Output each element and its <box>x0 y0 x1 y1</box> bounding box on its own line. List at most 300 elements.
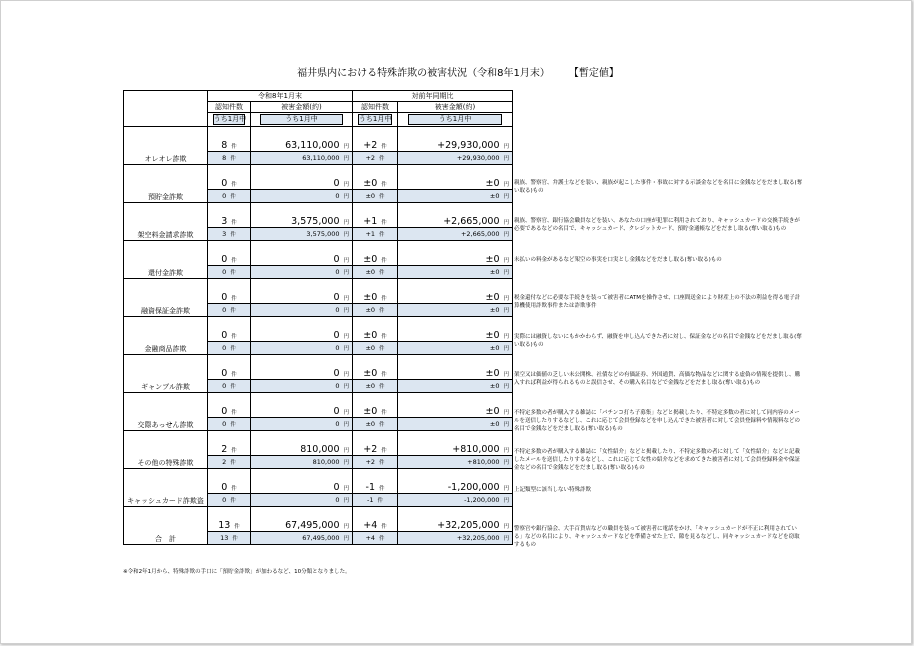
yoy-count-cell-unit: 件 <box>381 182 387 188</box>
month-yoy-count-cell-unit: 件 <box>379 460 385 466</box>
count-cell-unit: 件 <box>231 296 237 302</box>
header-amount: 被害金額(約) <box>251 102 353 113</box>
month-count-cell-value: 0 <box>222 306 227 314</box>
month-count-cell <box>208 266 251 279</box>
month-count-cell <box>208 456 251 469</box>
month-yoy-count-cell <box>353 494 398 507</box>
month-yoy-count-cell-value: ±0 <box>365 268 376 276</box>
header-period: 令和8年1月末 <box>208 91 353 102</box>
yoy-amount-cell-unit: 円 <box>503 448 510 454</box>
header-sub-amount: うち1月中 <box>251 113 353 127</box>
count-cell-unit: 件 <box>231 182 237 188</box>
month-yoy-count-cell-unit: 件 <box>379 194 385 200</box>
header-yoy-count: 認知件数 <box>353 102 398 113</box>
category-description: 税金還付などに必要な手続きを装って被害者にATMを操作させ、口座間送金により財産上の不法の利益を得る電子計算機使用詐欺事件または詐欺事件 <box>514 295 801 310</box>
yoy-amount-cell-unit: 円 <box>503 220 510 226</box>
yoy-amount-cell-unit: 円 <box>503 182 510 188</box>
count-cell-unit: 件 <box>234 524 240 530</box>
table-row <box>124 317 513 342</box>
month-amount-cell <box>251 152 353 165</box>
yoy-amount-cell <box>398 355 513 380</box>
yoy-count-cell-value: -1 <box>365 482 375 493</box>
month-count-cell-value: 0 <box>222 268 227 276</box>
table-row <box>124 279 513 304</box>
amount-cell <box>251 165 353 190</box>
month-amount-cell <box>251 532 353 545</box>
yoy-amount-cell-value: ±0 <box>485 254 500 265</box>
yoy-count-cell-value: ±0 <box>363 368 378 379</box>
count-cell <box>208 431 251 456</box>
month-amount-cell-unit: 円 <box>343 498 350 504</box>
table-row <box>124 431 513 456</box>
month-yoy-amount-cell-unit: 円 <box>503 498 510 504</box>
yoy-amount-cell-unit: 円 <box>503 410 510 416</box>
month-count-cell <box>208 342 251 355</box>
month-yoy-amount-cell <box>398 152 513 165</box>
month-yoy-count-cell-unit: 件 <box>379 308 385 314</box>
amount-cell <box>251 241 353 266</box>
amount-cell <box>251 507 353 532</box>
month-count-cell-unit: 件 <box>230 232 236 238</box>
yoy-count-cell <box>353 127 398 152</box>
count-cell-value: 0 <box>221 482 228 493</box>
month-amount-cell-value: 0 <box>335 192 340 200</box>
month-count-cell-value: 0 <box>222 420 227 428</box>
amount-cell-value: 0 <box>333 368 340 379</box>
yoy-amount-cell <box>398 431 513 456</box>
month-yoy-amount-cell <box>398 342 513 355</box>
category-description: 警察官や銀行協会、大手百貨店などの職員を装って被害者に電話をかけ、「キャッシュカードが不正に利用されている」などの名目により、キャッシュカードなどを準備させた上で、隙を見るなどし、同キャッシュカードなどを窃取するもの <box>514 525 800 548</box>
month-amount-cell-value: 0 <box>335 420 340 428</box>
yoy-count-cell-value: ±0 <box>363 406 378 417</box>
month-count-cell-unit: 件 <box>230 422 236 428</box>
count-cell <box>208 127 251 152</box>
count-cell-value: 0 <box>221 178 228 189</box>
yoy-amount-cell-value: -1,200,000 <box>447 482 500 493</box>
month-yoy-amount-cell <box>398 418 513 431</box>
amount-cell <box>251 355 353 380</box>
count-cell-value: 0 <box>221 368 228 379</box>
month-amount-cell-unit: 円 <box>343 156 350 162</box>
yoy-count-cell <box>353 241 398 266</box>
table-row <box>124 203 513 228</box>
month-yoy-count-cell-value: ±0 <box>365 382 376 390</box>
yoy-count-cell <box>353 203 398 228</box>
header-row-period <box>124 91 513 102</box>
yoy-amount-cell <box>398 203 513 228</box>
yoy-amount-cell <box>398 279 513 304</box>
yoy-count-cell <box>353 317 398 342</box>
amount-cell-unit: 円 <box>343 296 350 302</box>
table-row <box>124 507 513 532</box>
fraud-damage-table <box>123 90 513 545</box>
count-cell <box>208 507 251 532</box>
month-yoy-count-cell-value: +4 <box>365 534 376 542</box>
amount-cell-value: 810,000 <box>300 444 340 455</box>
category-description: 不特定多数の者が購入する雑誌に「パチンコ打ち子募集」などと掲載したり、不特定多数の者に対して同内容のメールを送信したりするなどし、これに応じて会員登録などを申し込んできた被害者に対して会員登録料や情報料などの名目で金銭などをだまし取る(奪い取る)もの <box>514 410 801 433</box>
month-amount-cell-value: 0 <box>335 306 340 314</box>
header-count: 認知件数 <box>208 102 251 113</box>
month-yoy-amount-cell-value: ±0 <box>489 306 500 314</box>
yoy-count-cell-value: +2 <box>363 444 378 455</box>
count-cell-unit: 件 <box>231 220 237 226</box>
yoy-count-cell-value: ±0 <box>363 292 378 303</box>
category-name: 架空料金請求詐欺 <box>124 203 208 241</box>
month-count-cell-value: 8 <box>222 154 227 162</box>
month-amount-cell <box>251 342 353 355</box>
count-cell-unit: 件 <box>231 410 237 416</box>
month-yoy-amount-cell-value: +29,930,000 <box>456 154 500 162</box>
month-yoy-amount-cell <box>398 494 513 507</box>
amount-cell-value: 0 <box>333 292 340 303</box>
yoy-amount-cell-value: ±0 <box>485 178 500 189</box>
category-name: 融資保証金詐欺 <box>124 279 208 317</box>
yoy-count-cell <box>353 507 398 532</box>
month-yoy-count-cell <box>353 266 398 279</box>
yoy-amount-cell <box>398 507 513 532</box>
yoy-count-cell <box>353 279 398 304</box>
month-yoy-count-cell <box>353 152 398 165</box>
month-yoy-amount-cell-value: -1,200,000 <box>464 496 500 504</box>
month-yoy-amount-cell <box>398 456 513 469</box>
month-yoy-count-cell-unit: 件 <box>379 422 385 428</box>
month-amount-cell-value: 0 <box>335 268 340 276</box>
yoy-count-cell-value: ±0 <box>363 254 378 265</box>
category-description: 実際には融資しないにもかかわらず、融資を申し込んできた者に対し、保証金などの名目で金銭などをだまし取る(奪い取る)もの <box>514 333 802 348</box>
month-yoy-amount-cell-unit: 円 <box>503 308 510 314</box>
month-yoy-amount-cell-unit: 円 <box>503 422 510 428</box>
month-amount-cell <box>251 456 353 469</box>
yoy-amount-cell <box>398 165 513 190</box>
month-count-cell <box>208 494 251 507</box>
count-cell-value: 0 <box>221 406 228 417</box>
category-name: キャッシュカード詐欺盗 <box>124 469 208 507</box>
count-cell-unit: 件 <box>231 486 237 492</box>
month-amount-cell-value: 810,000 <box>312 458 340 466</box>
count-cell <box>208 317 251 342</box>
yoy-count-cell <box>353 165 398 190</box>
month-amount-cell-unit: 円 <box>343 308 350 314</box>
month-amount-cell <box>251 266 353 279</box>
yoy-count-cell-value: +2 <box>363 140 378 151</box>
yoy-amount-cell-unit: 円 <box>503 486 510 492</box>
amount-cell-unit: 円 <box>343 410 350 416</box>
category-name: オレオレ詐欺 <box>124 127 208 165</box>
amount-cell-value: 3,575,000 <box>291 216 340 227</box>
count-cell-value: 2 <box>221 444 228 455</box>
count-cell <box>208 241 251 266</box>
yoy-count-cell-unit: 件 <box>381 410 387 416</box>
yoy-count-cell-value: +1 <box>363 216 378 227</box>
count-cell <box>208 355 251 380</box>
month-yoy-count-cell <box>353 380 398 393</box>
yoy-count-cell-unit: 件 <box>381 258 387 264</box>
yoy-amount-cell <box>398 127 513 152</box>
category-description: 上記類型に該当しない特殊詐欺 <box>514 487 592 494</box>
amount-cell-unit: 円 <box>343 448 350 454</box>
count-cell-value: 0 <box>221 330 228 341</box>
month-count-cell <box>208 304 251 317</box>
month-count-cell <box>208 380 251 393</box>
amount-cell-value: 0 <box>333 178 340 189</box>
amount-cell-value: 0 <box>333 330 340 341</box>
month-yoy-count-cell <box>353 418 398 431</box>
month-count-cell-unit: 件 <box>230 194 236 200</box>
month-yoy-count-cell <box>353 228 398 241</box>
month-yoy-count-cell-unit: 件 <box>379 156 385 162</box>
month-amount-cell-value: 63,110,000 <box>302 154 340 162</box>
count-cell-value: 3 <box>221 216 228 227</box>
category-name: ギャンブル詐欺 <box>124 355 208 393</box>
yoy-count-cell-value: ±0 <box>363 330 378 341</box>
month-count-cell-unit: 件 <box>230 270 236 276</box>
category-description: 架空又は価値の乏しい未公開株、社債などの有価証券、外国通貨、高価な物品などに関する虚偽の情報を提供し、購入すれば利益が得られるものと誤信させ、その購入名目などで金銭などをだまし取る(奪い取る)もの <box>514 372 801 386</box>
category-description: 親族、警察官、銀行協会職員などを装い、あなたの口座が犯罪に利用されており、キャッシュカードの交換手続きが必要であるなどの名目で、キャッシュカード、クレジットカード、預貯金通帳などをだまし取る(奪い取る)もの <box>514 218 800 233</box>
yoy-amount-cell <box>398 469 513 494</box>
month-yoy-amount-cell-value: ±0 <box>489 268 500 276</box>
yoy-amount-cell-value: +810,000 <box>452 444 500 455</box>
yoy-count-cell-value: ±0 <box>363 178 378 189</box>
amount-cell <box>251 393 353 418</box>
month-yoy-amount-cell <box>398 380 513 393</box>
count-cell <box>208 203 251 228</box>
month-yoy-count-cell-value: -1 <box>367 496 374 504</box>
yoy-amount-cell-value: ±0 <box>485 368 500 379</box>
yoy-count-cell-unit: 件 <box>379 486 385 492</box>
month-yoy-count-cell-unit: 件 <box>379 270 385 276</box>
month-amount-cell-value: 0 <box>335 382 340 390</box>
category-description: 未払いの料金があるなど架空の事実を口実とし金銭などをだまし取る(奪い取る)もの <box>514 256 722 263</box>
month-yoy-amount-cell-unit: 円 <box>503 346 510 352</box>
yoy-count-cell <box>353 393 398 418</box>
month-yoy-amount-cell-value: +2,665,000 <box>460 230 500 238</box>
category-description: 不特定多数の者が購入する雑誌に「女性紹介」などと掲載したり、不特定多数の者に対して「女性紹介」などと記載したメールを送信したりするなどし、これに応じて女性の紹介などを求めてきた被害者に対して会員登録料金や保証金などの名目で金銭などをだまし取る(奪い取る)もの <box>514 448 801 471</box>
yoy-amount-cell-value: +29,930,000 <box>437 140 500 151</box>
month-amount-cell-unit: 円 <box>343 232 350 238</box>
category-name: その他の特殊詐欺 <box>124 431 208 469</box>
title-text: 福井県内における特殊詐欺の被害状況（令和8年1月末） <box>297 68 550 79</box>
yoy-amount-cell-unit: 円 <box>503 372 510 378</box>
month-yoy-count-cell <box>353 304 398 317</box>
yoy-amount-cell-unit: 円 <box>503 296 510 302</box>
table-row <box>124 355 513 380</box>
month-yoy-count-cell-unit: 件 <box>379 536 385 542</box>
amount-cell-unit: 円 <box>343 220 350 226</box>
count-cell <box>208 279 251 304</box>
month-amount-cell <box>251 190 353 203</box>
count-cell <box>208 393 251 418</box>
month-yoy-amount-cell-unit: 円 <box>503 156 510 162</box>
page-title <box>1 64 914 79</box>
month-yoy-count-cell <box>353 532 398 545</box>
month-amount-cell-unit: 円 <box>343 384 350 390</box>
month-yoy-count-cell-value: ±0 <box>365 306 376 314</box>
amount-cell-unit: 円 <box>343 486 350 492</box>
yoy-amount-cell <box>398 393 513 418</box>
month-amount-cell <box>251 380 353 393</box>
month-yoy-amount-cell-value: +32,205,000 <box>456 534 500 542</box>
month-yoy-amount-cell <box>398 266 513 279</box>
month-yoy-amount-cell-unit: 円 <box>503 460 510 466</box>
month-amount-cell-unit: 円 <box>343 422 350 428</box>
month-yoy-count-cell-unit: 件 <box>379 232 385 238</box>
amount-cell-value: 63,110,000 <box>285 140 340 151</box>
category-name: 合 計 <box>124 507 208 545</box>
provisional-label: 【暫定値】 <box>573 68 619 79</box>
month-count-cell-value: 0 <box>222 344 227 352</box>
header-yoy: 対前年同期比 <box>353 91 513 102</box>
month-yoy-amount-cell-unit: 円 <box>503 270 510 276</box>
month-amount-cell <box>251 418 353 431</box>
amount-cell-value: 0 <box>333 406 340 417</box>
amount-cell-value: 67,495,000 <box>285 520 340 531</box>
month-count-cell-value: 0 <box>222 382 227 390</box>
header-sub-yoy-amount: うち1月中 <box>398 113 513 127</box>
month-amount-cell-unit: 円 <box>343 270 350 276</box>
month-yoy-amount-cell <box>398 532 513 545</box>
yoy-count-cell-unit: 件 <box>381 524 387 530</box>
amount-cell <box>251 431 353 456</box>
month-yoy-count-cell-unit: 件 <box>379 346 385 352</box>
yoy-amount-cell-unit: 円 <box>503 334 510 340</box>
header-blank <box>124 91 208 127</box>
month-amount-cell-unit: 円 <box>343 346 350 352</box>
table-row <box>124 241 513 266</box>
month-yoy-count-cell-value: +2 <box>365 458 376 466</box>
count-cell-value: 0 <box>221 292 228 303</box>
yoy-amount-cell-value: ±0 <box>485 406 500 417</box>
month-yoy-count-cell-value: ±0 <box>365 344 376 352</box>
month-count-cell <box>208 418 251 431</box>
month-yoy-amount-cell-unit: 円 <box>503 536 510 542</box>
month-count-cell <box>208 190 251 203</box>
month-yoy-amount-cell-unit: 円 <box>503 194 510 200</box>
month-count-cell-unit: 件 <box>232 536 238 542</box>
category-name: 金融商品詐欺 <box>124 317 208 355</box>
month-count-cell-unit: 件 <box>230 346 236 352</box>
count-cell-unit: 件 <box>231 448 237 454</box>
month-yoy-amount-cell-value: ±0 <box>489 192 500 200</box>
amount-cell <box>251 317 353 342</box>
month-count-cell <box>208 228 251 241</box>
month-count-cell-unit: 件 <box>230 498 236 504</box>
amount-cell-unit: 円 <box>343 372 350 378</box>
amount-cell <box>251 469 353 494</box>
month-yoy-amount-cell-value: ±0 <box>489 420 500 428</box>
category-name: 交際あっせん詐欺 <box>124 393 208 431</box>
month-count-cell-unit: 件 <box>230 308 236 314</box>
month-yoy-count-cell-value: +1 <box>365 230 376 238</box>
count-cell-value: 13 <box>218 520 231 531</box>
amount-cell <box>251 203 353 228</box>
yoy-amount-cell-value: +2,665,000 <box>443 216 500 227</box>
month-amount-cell-value: 0 <box>335 496 340 504</box>
month-count-cell-value: 13 <box>220 534 229 542</box>
yoy-count-cell-value: +4 <box>363 520 378 531</box>
month-amount-cell-value: 67,495,000 <box>302 534 340 542</box>
month-yoy-amount-cell <box>398 304 513 317</box>
month-amount-cell <box>251 494 353 507</box>
month-amount-cell-value: 0 <box>335 344 340 352</box>
yoy-count-cell <box>353 355 398 380</box>
amount-cell-value: 0 <box>333 254 340 265</box>
count-cell-unit: 件 <box>231 144 237 150</box>
count-cell-value: 8 <box>221 140 228 151</box>
month-count-cell-value: 0 <box>222 192 227 200</box>
month-yoy-count-cell <box>353 190 398 203</box>
month-yoy-count-cell-value: +2 <box>365 154 376 162</box>
month-amount-cell <box>251 228 353 241</box>
month-yoy-count-cell-unit: 件 <box>379 384 385 390</box>
amount-cell-unit: 円 <box>343 182 350 188</box>
month-count-cell-unit: 件 <box>230 156 236 162</box>
category-description: 親族、警察官、弁護士などを装い、親族が起こした事件・事故に対する示談金などを名目に金銭などをだまし取る(奪い取る)もの <box>514 180 803 194</box>
month-yoy-amount-cell-unit: 円 <box>503 384 510 390</box>
amount-cell-unit: 円 <box>343 334 350 340</box>
yoy-count-cell <box>353 431 398 456</box>
yoy-amount-cell-unit: 円 <box>503 144 510 150</box>
month-yoy-count-cell-value: ±0 <box>365 192 376 200</box>
month-count-cell <box>208 152 251 165</box>
yoy-count-cell-unit: 件 <box>381 144 387 150</box>
month-yoy-count-cell-unit: 件 <box>377 498 384 504</box>
month-count-cell-unit: 件 <box>230 460 236 466</box>
yoy-amount-cell-unit: 円 <box>503 258 510 264</box>
month-yoy-amount-cell-value: ±0 <box>489 344 500 352</box>
yoy-amount-cell <box>398 317 513 342</box>
month-amount-cell-unit: 円 <box>343 536 350 542</box>
yoy-count-cell <box>353 469 398 494</box>
table-row <box>124 165 513 190</box>
yoy-amount-cell-value: +32,205,000 <box>437 520 500 531</box>
month-amount-cell-unit: 円 <box>343 460 350 466</box>
amount-cell <box>251 279 353 304</box>
count-cell <box>208 469 251 494</box>
month-yoy-count-cell <box>353 456 398 469</box>
month-yoy-count-cell-value: ±0 <box>365 420 376 428</box>
month-yoy-amount-cell-value: +810,000 <box>467 458 500 466</box>
table-row <box>124 127 513 152</box>
month-count-cell-value: 2 <box>222 458 227 466</box>
month-count-cell-value: 0 <box>222 496 227 504</box>
yoy-count-cell-unit: 件 <box>381 334 387 340</box>
amount-cell <box>251 127 353 152</box>
month-count-cell-unit: 件 <box>230 384 236 390</box>
yoy-count-cell-unit: 件 <box>381 448 387 454</box>
amount-cell-value: 0 <box>333 482 340 493</box>
month-count-cell <box>208 532 251 545</box>
month-yoy-amount-cell <box>398 190 513 203</box>
count-cell-value: 0 <box>221 254 228 265</box>
month-amount-cell-value: 3,575,000 <box>306 230 340 238</box>
month-yoy-amount-cell-value: ±0 <box>489 382 500 390</box>
yoy-count-cell-unit: 件 <box>381 220 387 226</box>
footnote: ※令和2年1月から、特殊詐欺の手口に「預貯金詐欺」が加わるなど、10分類となりました。 <box>123 569 351 575</box>
yoy-amount-cell-value: ±0 <box>485 292 500 303</box>
yoy-amount-cell-value: ±0 <box>485 330 500 341</box>
count-cell-unit: 件 <box>231 334 237 340</box>
category-name: 預貯金詐欺 <box>124 165 208 203</box>
table-row <box>124 393 513 418</box>
yoy-count-cell-unit: 件 <box>381 296 387 302</box>
month-amount-cell-unit: 円 <box>343 194 350 200</box>
month-yoy-count-cell <box>353 342 398 355</box>
month-amount-cell <box>251 304 353 317</box>
count-cell <box>208 165 251 190</box>
amount-cell-unit: 円 <box>343 258 350 264</box>
header-yoy-amount: 被害金額(約) <box>398 102 513 113</box>
count-cell-unit: 件 <box>231 258 237 264</box>
